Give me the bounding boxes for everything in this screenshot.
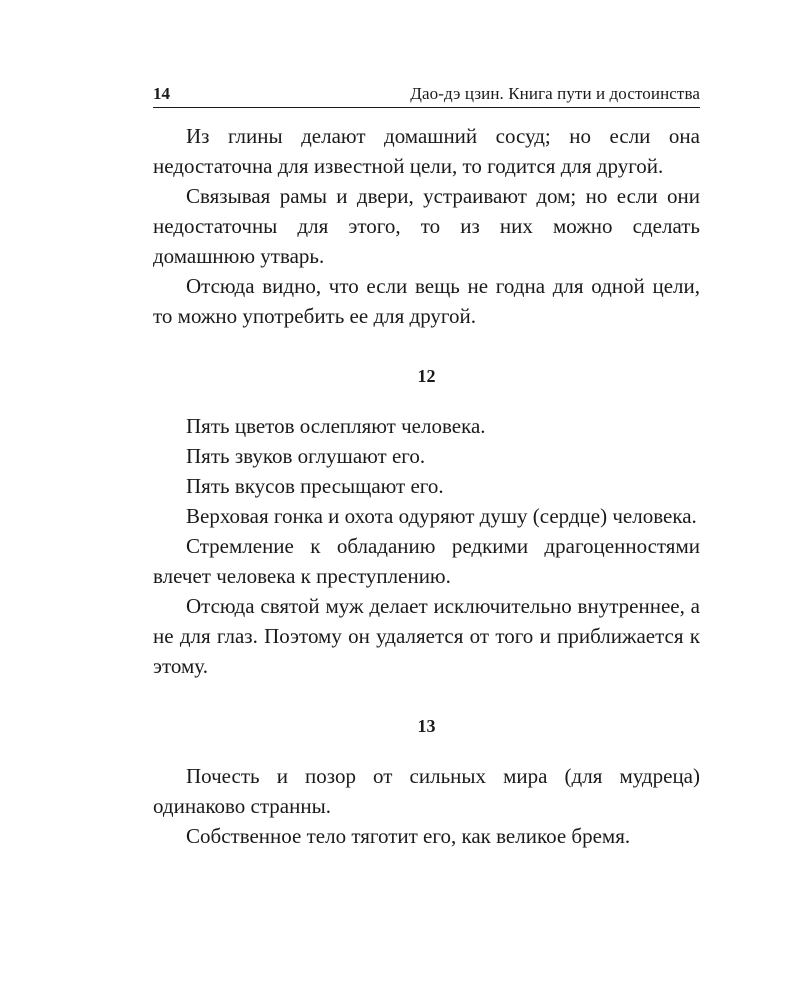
chapter-12 [153, 361, 700, 681]
paragraph: Из глины делают домашний сосуд; но если она недостаточна для известной цели, то годится для другой. [153, 124, 700, 178]
paragraph: Пять цветов ослепляют человека. [186, 414, 486, 438]
chapter-number: 12 [417, 366, 436, 386]
chapter-11-continuation [153, 121, 700, 331]
paragraph: Отсюда видно, что если вещь не годна для одной цели, то можно употребить ее для другой. [153, 274, 700, 328]
paragraph: Пять вкусов пресыщают его. [186, 474, 444, 498]
paragraph: Стремление к обладанию редкими драгоценностями влечет человека к преступлению. [153, 534, 700, 588]
paragraph: Верховая гонка и охота одуряют душу (сердце) человека. [186, 504, 697, 528]
paragraph: Отсюда святой муж делает исключительно внутреннее, а не для глаз. Поэтому он удаляется от того и приближается к этому. [153, 594, 700, 678]
chapter-number: 13 [417, 716, 436, 736]
page-number: 14 [153, 84, 170, 103]
running-title: Дао-дэ цзин. Книга пути и достоинства [410, 84, 700, 103]
paragraph: Собственное тело тяготит его, как великое бремя. [186, 824, 631, 848]
paragraph: Пять звуков оглушают его. [186, 444, 426, 468]
book-page [153, 84, 700, 851]
running-head [153, 84, 700, 108]
paragraph: Почесть и позор от сильных мира (для мудреца) одинаково странны. [153, 764, 700, 818]
page-content [153, 121, 700, 851]
chapter-13 [153, 711, 700, 851]
paragraph: Связывая рамы и двери, устраивают дом; но если они недостаточны для этого, то из них можно сделать домашнюю утварь. [153, 184, 700, 268]
